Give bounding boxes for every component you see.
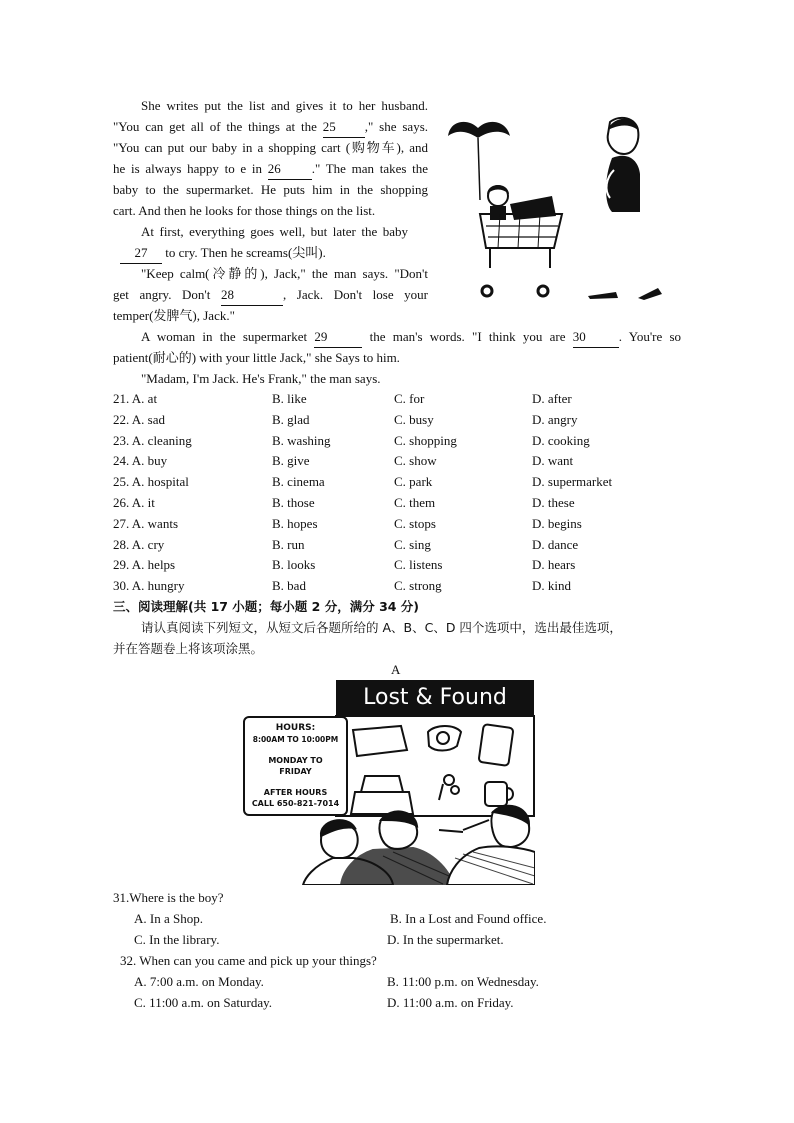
story-line-7: At first, everything goes well, but later the baby — [141, 224, 408, 239]
cloze-29-option-d: D. hears — [532, 557, 576, 573]
cloze-29-option-a: 29. A. helps — [113, 557, 176, 573]
cloze-22-option-d: D. angry — [532, 411, 578, 427]
story-line-5: baby to the supermarket. He puts him in the shopping — [113, 182, 428, 197]
q31-option-d: D. In the supermarket. — [387, 932, 504, 947]
blank-28: 28 — [221, 284, 283, 306]
blank-30: 30 — [573, 326, 619, 348]
cloze-22-option-a: 22. A. sad — [113, 411, 165, 427]
story-line-2: "You can get all of the things at the 25 ," she says. — [113, 116, 428, 138]
q32-option-b: B. 11:00 p.m. on Wednesday. — [387, 974, 539, 989]
blank-27: 27 — [120, 242, 162, 264]
cloze-28-option-a: 28. A. cry — [113, 536, 165, 552]
cloze-28-option-d: D. dance — [532, 536, 579, 552]
question-32: 32. When can you came and pick up your things? — [120, 953, 377, 968]
cloze-23-option-b: B. washing — [272, 432, 331, 448]
q32-option-d: D. 11:00 a.m. on Friday. — [387, 995, 514, 1010]
cloze-21-option-d: D. after — [532, 391, 572, 406]
cloze-28-option-b: B. run — [272, 536, 305, 552]
cloze-27-option-b: B. hopes — [272, 515, 318, 531]
section-3-instructions-2: 并在答题卷上将该项涂黑。 — [113, 641, 264, 656]
after-hours-text: AFTER HOURS — [263, 788, 328, 797]
cloze-26-option-a: 26. A. it — [113, 495, 155, 510]
cloze-21-option-c: C. for — [394, 391, 425, 406]
cloze-27-option-a: 27. A. wants — [113, 515, 178, 531]
section-3-instructions-1: 请认真阅读下列短文，从短文后各题所给的 A、B、C、D 四个选项中，选出最佳选项， — [141, 620, 622, 635]
cloze-24-option-b: B. give — [272, 453, 310, 469]
call-text: CALL 650-821-7014 — [251, 799, 340, 808]
cloze-23-option-c: C. shopping — [394, 432, 457, 448]
lost-found-title: Lost & Found — [363, 685, 507, 710]
lost-and-found-illustration — [243, 680, 535, 885]
blank-26: 26 — [268, 158, 312, 180]
cloze-22-option-b: B. glad — [272, 411, 310, 427]
story-line-9: "Keep calm(冷静的), Jack," the man says. "Don't — [141, 266, 428, 281]
cloze-30-option-b: B. bad — [272, 578, 306, 594]
cloze-29-option-b: B. looks — [272, 557, 316, 573]
story-line-12: A woman in the supermarket 29 the man's words. "I think you are 30 . You're so — [141, 326, 681, 348]
story-line-11: temper(发脾气), Jack." — [113, 308, 235, 323]
cloze-29-option-c: C. listens — [394, 557, 443, 573]
hours-text: 8:00AM TO 10:00PM — [252, 735, 339, 744]
cloze-26-option-b: B. those — [272, 495, 315, 510]
q32-option-a: A. 7:00 a.m. on Monday. — [134, 974, 264, 989]
cloze-28-option-c: C. sing — [394, 536, 431, 552]
hours-sign — [243, 716, 348, 816]
passage-label: A — [391, 662, 401, 677]
cloze-24-option-a: 24. A. buy — [113, 453, 168, 469]
q31-option-b: B. In a Lost and Found office. — [390, 911, 547, 926]
cloze-27-option-c: C. stops — [394, 515, 436, 531]
cloze-30-option-c: C. strong — [394, 578, 442, 594]
q31-option-c: C. In the library. — [134, 932, 220, 947]
story-line-8: 27 to cry. Then he screams(尖叫). — [120, 242, 326, 264]
story-line-1: She writes put the list and gives it to her husband. — [141, 98, 428, 113]
cloze-30-option-d: D. kind — [532, 578, 571, 594]
cloze-26-option-d: D. these — [532, 495, 575, 510]
section-3-heading: 三、阅读理解(共 17 小题；每小题 2 分，满分 34 分) — [113, 599, 420, 614]
days-text: MONDAY TO FRIDAY — [268, 756, 323, 776]
cloze-21-option-a: 21. A. at — [113, 391, 158, 406]
q31-option-a: A. In a Shop. — [134, 911, 203, 926]
cloze-30-option-a: 30. A. hungry — [113, 578, 185, 594]
cloze-25-option-a: 25. A. hospital — [113, 474, 189, 490]
story-line-3: "You can put our baby in a shopping cart (购物车), and — [113, 140, 428, 155]
shopping-cart-illustration — [440, 108, 670, 308]
story-line-14: "Madam, I'm Jack. He's Frank," the man says. — [141, 371, 381, 386]
hours-label: HOURS: — [275, 723, 316, 733]
story-line-10: get angry. Don't 28 , Jack. Don't lose your — [113, 284, 428, 306]
cloze-22-option-c: C. busy — [394, 411, 434, 427]
cloze-27-option-d: D. begins — [532, 515, 582, 531]
cloze-25-option-b: B. cinema — [272, 474, 325, 490]
cloze-25-option-c: C. park — [394, 474, 433, 490]
cloze-23-option-d: D. cooking — [532, 432, 590, 448]
cloze-25-option-d: D. supermarket — [532, 474, 613, 490]
blank-25: 25 — [323, 116, 365, 138]
question-31: 31.Where is the boy? — [113, 890, 224, 905]
cloze-24-option-c: C. show — [394, 453, 437, 469]
blank-29: 29 — [314, 326, 362, 348]
q32-option-c: C. 11:00 a.m. on Saturday. — [134, 995, 273, 1010]
story-line-4: he is always happy to e in 26 ." The man takes the — [113, 158, 428, 180]
story-line-13: patient(耐心的) with your little Jack," she Says to him. — [113, 350, 400, 365]
story-line-6: cart. And then he looks for those things on the list. — [113, 203, 376, 218]
cloze-21-option-b: B. like — [272, 391, 307, 406]
cloze-26-option-c: C. them — [394, 495, 436, 510]
cloze-23-option-a: 23. A. cleaning — [113, 432, 192, 448]
cloze-24-option-d: D. want — [532, 453, 574, 469]
